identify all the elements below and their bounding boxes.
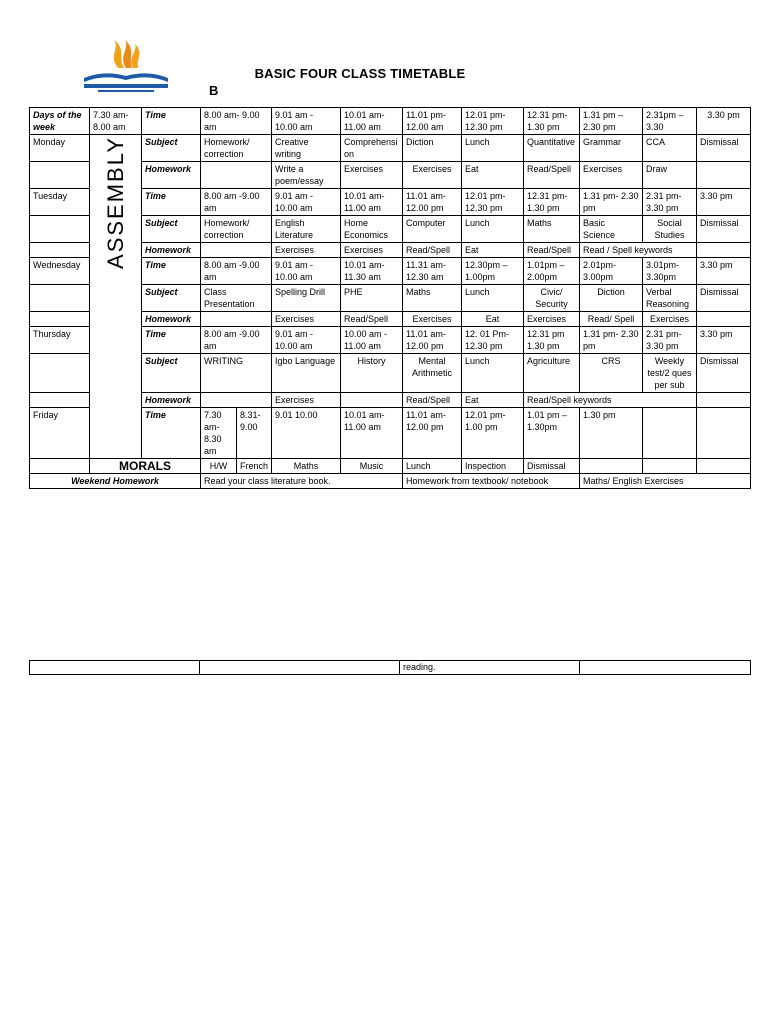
time-cell: 12.01 pm- 12.30 pm (462, 108, 524, 135)
subject-cell: Igbo Language (272, 354, 341, 393)
time-cell: 1.01 pm – 1.30pm (524, 408, 580, 459)
weekend-cell: Read your class literature book. (201, 474, 403, 489)
subject-cell: Quantitative (524, 135, 580, 162)
homework-cell: Read/ Spell (580, 312, 643, 327)
subject-cell: Dismissal (697, 135, 751, 162)
homework-cell: Eat (462, 312, 524, 327)
homework-cell: Read/Spell (341, 312, 403, 327)
subject-cell: Dismissal (697, 285, 751, 312)
time-cell: 2.31pm – 3.30 (643, 108, 697, 135)
homework-label: Homework (142, 162, 201, 189)
subject-cell: Maths (272, 459, 341, 474)
subject-cell: History (341, 354, 403, 393)
empty-cell (580, 459, 643, 474)
subject-cell: Lunch (462, 216, 524, 243)
subject-cell: Diction (403, 135, 462, 162)
homework-label: Homework (142, 393, 201, 408)
subject-cell: CCA (643, 135, 697, 162)
weekend-row (30, 474, 751, 489)
subject-cell: Homework/ correction (201, 216, 272, 243)
homework-cell: Exercises (341, 162, 403, 189)
time-cell: 2.01pm- 3.00pm (580, 258, 643, 285)
weekend-homework-label: Weekend Homework (30, 474, 201, 489)
time-label: Time (142, 327, 201, 354)
subject-cell: Mental Arithmetic (403, 354, 462, 393)
subject-cell: Weekly test/2 ques per sub (643, 354, 697, 393)
homework-cell: Exercises (403, 162, 462, 189)
subject-cell: PHE (341, 285, 403, 312)
subject-cell: Lunch (462, 135, 524, 162)
time-cell: 7.30 am- 8.00 am (90, 108, 142, 135)
subject-cell: Dismissal (524, 459, 580, 474)
homework-cell: Exercises (272, 312, 341, 327)
empty-cell (30, 162, 90, 189)
empty-cell (30, 285, 90, 312)
friday-subject-row (30, 459, 751, 474)
homework-cell: Exercises (524, 312, 580, 327)
empty-cell (30, 459, 90, 474)
homework-label: Homework (142, 243, 201, 258)
subject-cell: Civic/ Security (524, 285, 580, 312)
empty-cell (643, 459, 697, 474)
day-label: Friday (30, 408, 90, 459)
subject-cell: Home Economics (341, 216, 403, 243)
homework-cell (201, 393, 272, 408)
homework-cell: Exercises (341, 243, 403, 258)
class-arm: B (209, 83, 219, 98)
homework-cell: Eat (462, 393, 524, 408)
continuation-row-table (29, 660, 751, 675)
time-label: Time (142, 189, 201, 216)
days-of-week-label: Days of the week (30, 108, 90, 135)
time-cell: 9.01 am - 10.00 am (272, 258, 341, 285)
homework-cell: Read/Spell (403, 243, 462, 258)
subject-cell: Lunch (403, 459, 462, 474)
empty-cell (30, 661, 200, 675)
time-cell: 10.01 am- 11.30 am (341, 258, 403, 285)
time-cell: 8.00 am -9.00 am (201, 189, 272, 216)
homework-cell: Eat (462, 243, 524, 258)
subject-cell: Agriculture (524, 354, 580, 393)
time-cell: 8.00 am -9.00 am (201, 258, 272, 285)
reading-cell: reading. (400, 661, 580, 675)
empty-cell (30, 354, 90, 393)
empty-cell (697, 459, 751, 474)
subject-cell: Comprehension (341, 135, 403, 162)
subject-cell: Diction (580, 285, 643, 312)
time-cell: 1.31 pm – 2.30 pm (580, 108, 643, 135)
time-cell: 10.01 am- 11.00 am (341, 408, 403, 459)
time-cell: 3.01pm- 3.30pm (643, 258, 697, 285)
empty-cell (697, 393, 751, 408)
subject-cell: Lunch (462, 285, 524, 312)
time-cell: 11.01 am- 12.00 pm (403, 189, 462, 216)
morals-label: MORALS (90, 459, 201, 474)
empty-cell (697, 408, 751, 459)
time-cell: 12. 01 Pm- 12.30 pm (462, 327, 524, 354)
time-cell: 12.31 pm 1.30 pm (524, 327, 580, 354)
day-label: Wednesday (30, 258, 90, 285)
empty-cell (30, 393, 90, 408)
subject-cell: Lunch (462, 354, 524, 393)
subject-cell: H/W (201, 459, 237, 474)
homework-cell: Read/Spell (403, 393, 462, 408)
homework-cell (201, 162, 272, 189)
time-cell: 3.30 pm (697, 327, 751, 354)
subject-label: Subject (142, 354, 201, 393)
subject-cell: Maths (403, 285, 462, 312)
subject-cell: Homework/ correction (201, 135, 272, 162)
time-cell: 3.30 pm (697, 189, 751, 216)
homework-cell: Exercises (272, 243, 341, 258)
continuation-row (30, 661, 751, 675)
empty-cell (200, 661, 400, 675)
subject-cell: Computer (403, 216, 462, 243)
homework-cell (201, 312, 272, 327)
subject-cell: Creative writing (272, 135, 341, 162)
empty-cell (643, 408, 697, 459)
weekend-cell: Maths/ English Exercises (580, 474, 751, 489)
empty-cell (30, 312, 90, 327)
subject-cell: English Literature (272, 216, 341, 243)
subject-cell: WRITING (201, 354, 272, 393)
time-cell: 3.30 pm (697, 108, 751, 135)
homework-cell: Read/Spell (524, 243, 580, 258)
homework-cell: Exercises (272, 393, 341, 408)
time-cell: 11.01 pm- 12.00 am (403, 108, 462, 135)
monday-subject-row (30, 135, 751, 162)
header-row (30, 108, 751, 135)
subject-cell: Grammar (580, 135, 643, 162)
subject-cell: Social Studies (643, 216, 697, 243)
timetable (29, 107, 751, 489)
subject-cell: Basic Science (580, 216, 643, 243)
subject-cell: Music (341, 459, 403, 474)
time-cell: 12.31 pm- 1.30 pm (524, 189, 580, 216)
subject-cell: Dismissal (697, 216, 751, 243)
time-cell: 2.31 pm- 3.30 pm (643, 189, 697, 216)
time-cell: 12.30pm – 1.00pm (462, 258, 524, 285)
time-cell: 8.31- 9.00 (237, 408, 272, 459)
homework-cell: Read/Spell (524, 162, 580, 189)
empty-cell (30, 216, 90, 243)
homework-cell: Draw (643, 162, 697, 189)
homework-cell (201, 243, 272, 258)
day-label: Tuesday (30, 189, 90, 216)
homework-label: Homework (142, 312, 201, 327)
time-cell: 11.01 am- 12.00 pm (403, 408, 462, 459)
homework-cell: Exercises (643, 312, 697, 327)
subject-cell: Maths (524, 216, 580, 243)
assembly-label: ASSEMBLY (102, 136, 128, 269)
weekend-cell: Homework from textbook/ notebook (403, 474, 580, 489)
time-cell: 8.00 am -9.00 am (201, 327, 272, 354)
time-cell: 12.31 pm- 1.30 pm (524, 108, 580, 135)
time-cell: 9.01 am - 10.00 am (272, 327, 341, 354)
time-cell: 2.31 pm- 3.30 pm (643, 327, 697, 354)
time-cell: 10.00 am - 11.00 am (341, 327, 403, 354)
time-cell: 1.31 pm- 2.30 pm (580, 327, 643, 354)
homework-cell: Read / Spell keywords (580, 243, 697, 258)
time-cell: 11.01 am- 12.00 pm (403, 327, 462, 354)
time-cell: 12.01 pm- 1.00 pm (462, 408, 524, 459)
time-cell: 9.01 am - 10.00 am (272, 108, 341, 135)
time-label: Time (142, 258, 201, 285)
empty-cell (30, 243, 90, 258)
subject-cell: Class Presentation (201, 285, 272, 312)
homework-cell: Write a poem/essay (272, 162, 341, 189)
time-cell: 3.30 pm (697, 258, 751, 285)
homework-cell (697, 243, 751, 258)
assembly-cell (90, 135, 142, 459)
page-title: BASIC FOUR CLASS TIMETABLE (254, 66, 466, 81)
subject-cell: CRS (580, 354, 643, 393)
homework-cell (697, 312, 751, 327)
time-cell: 10.01 am- 11.00 am (341, 189, 403, 216)
time-cell: 1.30 pm (580, 408, 643, 459)
time-cell: 8.00 am- 9.00 am (201, 108, 272, 135)
homework-cell (341, 393, 403, 408)
subject-label: Subject (142, 216, 201, 243)
homework-cell: Eat (462, 162, 524, 189)
time-cell: 9.01 am - 10.00 am (272, 189, 341, 216)
subject-cell: Verbal Reasoning (643, 285, 697, 312)
homework-cell: Exercises (403, 312, 462, 327)
subject-cell: Spelling Drill (272, 285, 341, 312)
subject-label: Subject (142, 135, 201, 162)
time-label: Time (142, 108, 201, 135)
time-cell: 11.31 am- 12.30 am (403, 258, 462, 285)
subject-label: Subject (142, 285, 201, 312)
day-label: Thursday (30, 327, 90, 354)
subject-cell: French (237, 459, 272, 474)
subject-cell: Inspection (462, 459, 524, 474)
time-cell: 7.30 am- 8.30 am (201, 408, 237, 459)
time-cell: 12.01 pm- 12.30 pm (462, 189, 524, 216)
time-cell: 1.01pm – 2.00pm (524, 258, 580, 285)
day-label: Monday (30, 135, 90, 162)
subject-cell: Dismissal (697, 354, 751, 393)
homework-cell: Read/Spell keywords (524, 393, 697, 408)
empty-cell (580, 661, 751, 675)
time-cell: 9.01 10.00 (272, 408, 341, 459)
homework-cell: Exercises (580, 162, 643, 189)
time-cell: 10.01 am- 11.00 am (341, 108, 403, 135)
time-cell: 1.31 pm- 2.30 pm (580, 189, 643, 216)
homework-cell (697, 162, 751, 189)
time-label: Time (142, 408, 201, 459)
